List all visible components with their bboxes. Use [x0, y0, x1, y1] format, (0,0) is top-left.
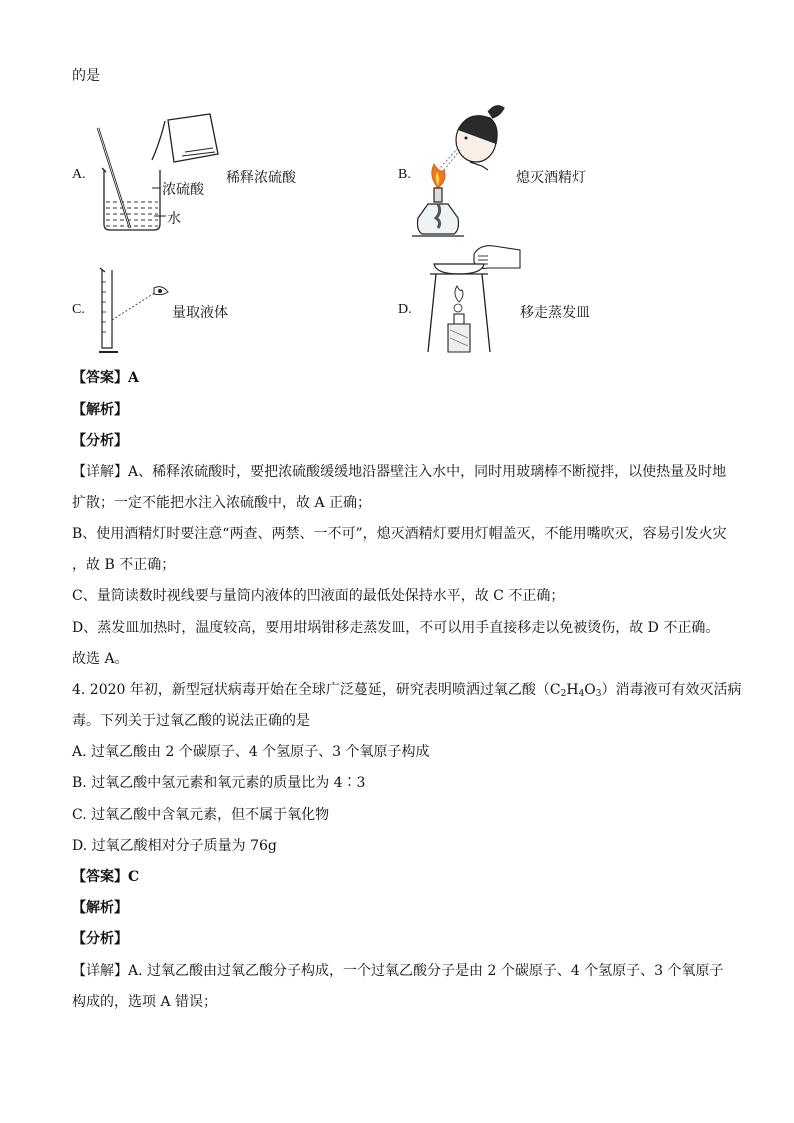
alcohol-lamp-blowing-figure [418, 100, 508, 240]
q3-detail-line-1: 【详解】A、稀释浓硫酸时，要把浓硫酸缓缓地沿器壁注入水中，同时用玻璃棒不断搅拌，以使热量及时地 [72, 464, 727, 480]
q3-detail-line-5: C、量筒读数时视线要与量筒内液体的凹液面的最低处保持水平，故 C 不正确； [72, 588, 565, 604]
label-concentrated-acid: 浓硫酸 [162, 182, 204, 198]
q4-option-a: A. 过氧乙酸由 2 个碳原子、4 个氢原子、3 个氧原子构成 [72, 744, 430, 760]
q3-detail-line-2: 扩散；一定不能把水注入浓硫酸中，故 A 正确； [72, 495, 372, 511]
q4-option-c: C. 过氧乙酸中含氧元素，但不属于氧化物 [72, 807, 330, 823]
option-b-letter: B. [398, 167, 411, 182]
header-fragment: 的是 [72, 68, 100, 84]
q3-detail-line-3: B、使用酒精灯时要注意“两查、两禁、一不可”，熄灭酒精灯要用灯帽盖灭，不能用嘴吹灭，容易引发火灾 [72, 526, 727, 542]
option-b-caption: 熄灭酒精灯 [516, 170, 586, 186]
q4-stem-line-2: 毒。下列关于过氧乙酸的说法正确的是 [72, 713, 310, 729]
q3-answer: 【答案】A [72, 370, 139, 386]
option-a-letter: A. [72, 167, 86, 182]
q4-detail-line-1: 【详解】A. 过氧乙酸由过氧乙酸分子构成，一个过氧乙酸分子是由 2 个碳原子、4 个氢原子、3 个氧原子 [72, 963, 724, 979]
evaporating-dish-figure [424, 240, 524, 358]
q4-option-d: D. 过氧乙酸相对分子质量为 76g [72, 838, 277, 854]
option-d-letter: D. [398, 302, 412, 317]
option-c-caption: 量取液体 [172, 305, 228, 321]
q4-detail-line-2: 构成的，选项 A 错误； [72, 994, 218, 1010]
q3-jiexi-heading: 【解析】 [72, 402, 128, 418]
option-a-caption: 稀释浓硫酸 [226, 170, 296, 186]
q3-detail-line-6: D、蒸发皿加热时，温度较高，要用坩埚钳移走蒸发皿，不可以用手直接移走以免被烫伤，故 D 不正确。 [72, 620, 720, 636]
label-water: 水 [167, 211, 181, 227]
option-c-letter: C. [72, 302, 85, 317]
option-d-caption: 移走蒸发皿 [520, 305, 590, 321]
q3-detail-line-4: ，故 B 不正确； [72, 557, 176, 573]
q4-answer: 【答案】C [72, 869, 140, 885]
graduated-cylinder-figure [96, 264, 176, 358]
q4-jiexi-heading: 【解析】 [72, 900, 128, 916]
q4-fenxi-heading: 【分析】 [72, 931, 128, 947]
q4-stem-line-1: 4. 2020 年初，新型冠状病毒开始在全球广泛蔓延，研究表明喷洒过氧乙酸$(C_2H_4O_3)$消毒液可有效灭活病 [72, 682, 742, 699]
q4-option-b: B. 过氧乙酸中氢元素和氧元素的质量比为 4∶3 [72, 775, 366, 791]
q3-fenxi-heading: 【分析】 [72, 433, 128, 449]
q3-detail-line-7: 故选 A。 [72, 651, 129, 667]
